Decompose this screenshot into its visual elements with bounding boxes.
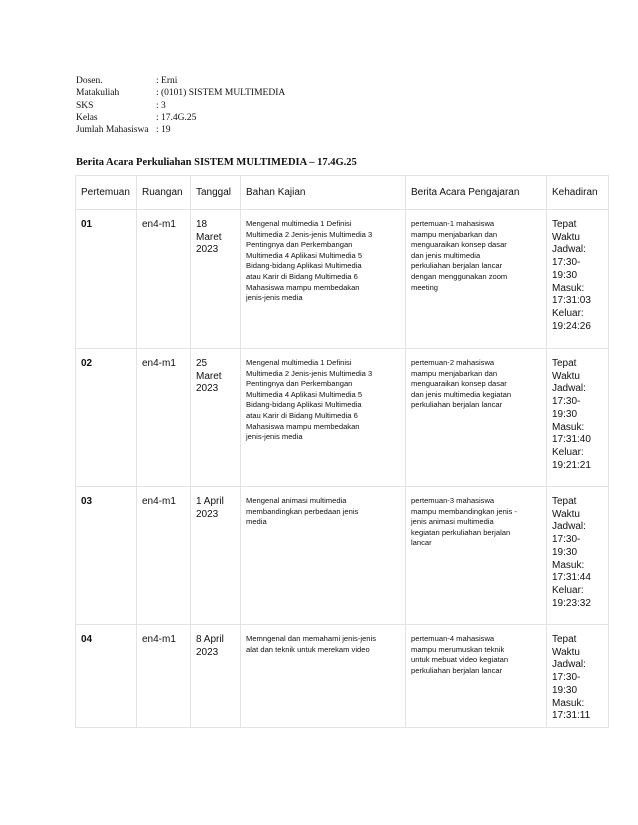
cell-berita-acara [406,210,547,349]
info-row-dosen [76,75,285,87]
tanggal-line: 2023 [196,383,219,395]
kehadiran-line: Tepat [552,496,577,507]
bahan-line: Memngenal dan memahami jenis-jenis [246,634,376,643]
header-pertemuan: Pertemuan [76,176,137,210]
bahan-line: alat dan teknik untuk merekam video [246,644,370,654]
info-label: Matakuliah [76,88,120,99]
cell-pertemuan [76,487,137,625]
ruangan-value: en4-m1 [142,219,176,230]
berita-line: pertemuan-3 mahasiswa [411,496,495,505]
header-berita-acara: Berita Acara Pengajaran [406,176,547,210]
kehadiran-line: 19:30 [552,269,578,281]
berita-line: menguaraikan konsep dasar [411,240,507,250]
berita-line: perkuliahan berjalan lancar [411,261,503,271]
bahan-line: Pentingnya dan Perkembangan [246,379,353,389]
berita-line: mampu merumuskan teknik [411,644,505,654]
cell-kehadiran [547,349,609,487]
kehadiran-line: 19:24:26 [552,320,591,332]
tanggal-line: 2023 [196,646,219,658]
bahan-line: Mengenal multimedia 1 Definisi [246,219,352,228]
kehadiran-line: 17:31:11 [552,710,591,722]
berita-line: dan jenis multimedia [411,250,481,260]
attendance-table [75,175,609,728]
info-row-matakuliah [76,87,285,99]
table-row [76,625,609,728]
bahan-line: Mahasiswa mampu membedakan [246,421,360,431]
cell-tanggal [191,487,241,625]
kehadiran-line: 19:23:32 [552,597,591,609]
cell-berita-acara [406,487,547,625]
tanggal-line: 18 [196,219,208,230]
cell-ruangan [137,625,191,728]
berita-line: untuk mebuat video kegiatan [411,655,509,665]
kehadiran-line: 17:31:40 [552,434,591,446]
course-info [76,75,285,136]
cell-kehadiran [547,210,609,349]
ruangan-value: en4-m1 [142,358,176,369]
kehadiran-line: Jadwal: [552,521,586,533]
header-bahan-kajian: Bahan Kajian [241,176,406,210]
kehadiran-line: 19:30 [552,408,578,420]
tanggal-line: 1 April [196,496,224,507]
bahan-line: atau Karir di Bidang Multimedia 6 [246,410,358,420]
berita-line: mampu menjabarkan dan [411,229,498,239]
kehadiran-line: 17:30- [552,534,581,546]
info-value: : Erni [156,76,178,86]
pertemuan-number: 02 [81,358,93,369]
cell-kehadiran [547,625,609,728]
cell-berita-acara [406,625,547,728]
kehadiran-line: Masuk: [552,559,585,571]
berita-line: pertemuan-2 mahasiswa [411,358,495,367]
bahan-line: atau Karir di Bidang Multimedia 6 [246,271,358,281]
kehadiran-line: Keluar: [552,307,584,319]
bahan-line: jenis-jenis media [246,293,303,303]
berita-line: mampu menjabarkan dan [411,368,498,378]
kehadiran-line: 19:21:21 [552,459,591,471]
cell-tanggal [191,625,241,728]
kehadiran-line: Keluar: [552,584,584,596]
cell-bahan-kajian [241,349,406,487]
bahan-line: Bidang-bidang Aplikasi Multimedia [246,261,362,271]
berita-line: jenis animasi multimedia [411,517,494,527]
pertemuan-number: 01 [81,219,93,230]
kehadiran-line: Masuk: [552,697,585,709]
kehadiran-line: 17:30- [552,257,581,269]
info-value: : 3 [156,100,166,111]
info-value: : 19 [156,125,171,136]
table-header-row [76,176,609,210]
berita-line: dan jenis multimedia kegiatan [411,389,512,399]
table-row [76,487,609,625]
kehadiran-line: 17:30- [552,672,581,684]
bahan-line: Multimedia 2 Jenis-jenis Multimedia 3 [246,368,373,378]
header-tanggal: Tanggal [191,176,241,210]
bahan-line: Bidang-bidang Aplikasi Multimedia [246,400,362,410]
bahan-line: Pentingnya dan Perkembangan [246,240,353,250]
kehadiran-line: 17:30- [552,396,581,408]
kehadiran-line: Waktu [552,370,580,382]
kehadiran-line: Masuk: [552,282,585,294]
kehadiran-line: 19:30 [552,684,578,696]
info-row-kelas [76,112,285,124]
bahan-line: media [246,517,267,527]
bahan-line: Mahasiswa mampu membedakan [246,282,360,292]
tanggal-line: Maret [196,370,222,382]
info-label: SKS [76,100,94,111]
bahan-line: Multimedia 4 Aplikasi Multimedia 5 [246,389,363,399]
ruangan-value: en4-m1 [142,496,176,507]
cell-bahan-kajian [241,625,406,728]
berita-line: kegiatan perkuliahan berjalan [411,527,511,537]
ruangan-value: en4-m1 [142,634,176,645]
kehadiran-line: Jadwal: [552,383,586,395]
pertemuan-number: 04 [81,634,93,645]
berita-line: dengan menggunakan zoom [411,271,508,281]
bahan-line: membandingkan perbedaan jenis [246,506,359,516]
kehadiran-line: 17:31:03 [552,295,591,307]
kehadiran-line: 17:31:44 [552,572,591,584]
cell-pertemuan [76,349,137,487]
info-label: Dosen. [76,76,103,86]
info-label: Jumlah Mahasiswa [76,125,149,136]
bahan-line: Mengenal multimedia 1 Definisi [246,358,352,367]
info-value: : (0101) SISTEM MULTIMEDIA [156,88,286,99]
berita-line: pertemuan-1 mahasiswa [411,219,495,228]
tanggal-line: 8 April [196,634,224,645]
kehadiran-line: Waktu [552,508,580,520]
pertemuan-number: 03 [81,496,93,507]
cell-ruangan [137,487,191,625]
tanggal-line: 2023 [196,508,219,520]
kehadiran-line: Waktu [552,231,580,243]
tanggal-line: Maret [196,231,222,243]
berita-line: perkuliahan berjalan lancar [411,665,503,675]
cell-tanggal [191,210,241,349]
berita-line: mampu membandingkan jenis - [411,506,517,516]
berita-line: pertemuan-4 mahasiswa [411,634,495,643]
kehadiran-line: Jadwal: [552,244,586,256]
kehadiran-line: Tepat [552,219,577,230]
berita-line: lancar [411,538,432,548]
bahan-line: Multimedia 2 Jenis-jenis Multimedia 3 [246,229,373,239]
info-row-jumlah-mahasiswa [76,124,285,136]
bahan-line: Multimedia 4 Aplikasi Multimedia 5 [246,250,363,260]
table-row [76,349,609,487]
info-row-sks [76,100,285,112]
bahan-line: jenis-jenis media [246,432,303,442]
kehadiran-line: Keluar: [552,446,584,458]
cell-pertemuan [76,210,137,349]
table-row [76,210,609,349]
berita-line: menguaraikan konsep dasar [411,379,507,389]
kehadiran-line: Masuk: [552,421,585,433]
cell-berita-acara [406,349,547,487]
kehadiran-line: 19:30 [552,546,578,558]
tanggal-line: 25 [196,358,208,369]
bahan-line: Mengenal animasi multimedia [246,496,347,505]
kehadiran-line: Jadwal: [552,659,586,671]
cell-pertemuan [76,625,137,728]
berita-line: meeting [411,282,439,292]
berita-line: perkuliahan berjalan lancar [411,400,503,410]
cell-bahan-kajian [241,210,406,349]
cell-tanggal [191,349,241,487]
info-value: : 17.4G.25 [156,112,197,123]
cell-ruangan [137,210,191,349]
cell-bahan-kajian [241,487,406,625]
cell-kehadiran [547,487,609,625]
kehadiran-line: Tepat [552,634,577,645]
document-title: Berita Acara Perkuliahan SISTEM MULTIMEDIA – 17.4G.25 [76,157,357,168]
header-kehadiran: Kehadiran [547,176,609,210]
tanggal-line: 2023 [196,244,219,256]
kehadiran-line: Waktu [552,646,580,658]
header-ruangan: Ruangan [137,176,191,210]
cell-ruangan [137,349,191,487]
info-label: Kelas [76,112,98,123]
kehadiran-line: Tepat [552,358,577,369]
